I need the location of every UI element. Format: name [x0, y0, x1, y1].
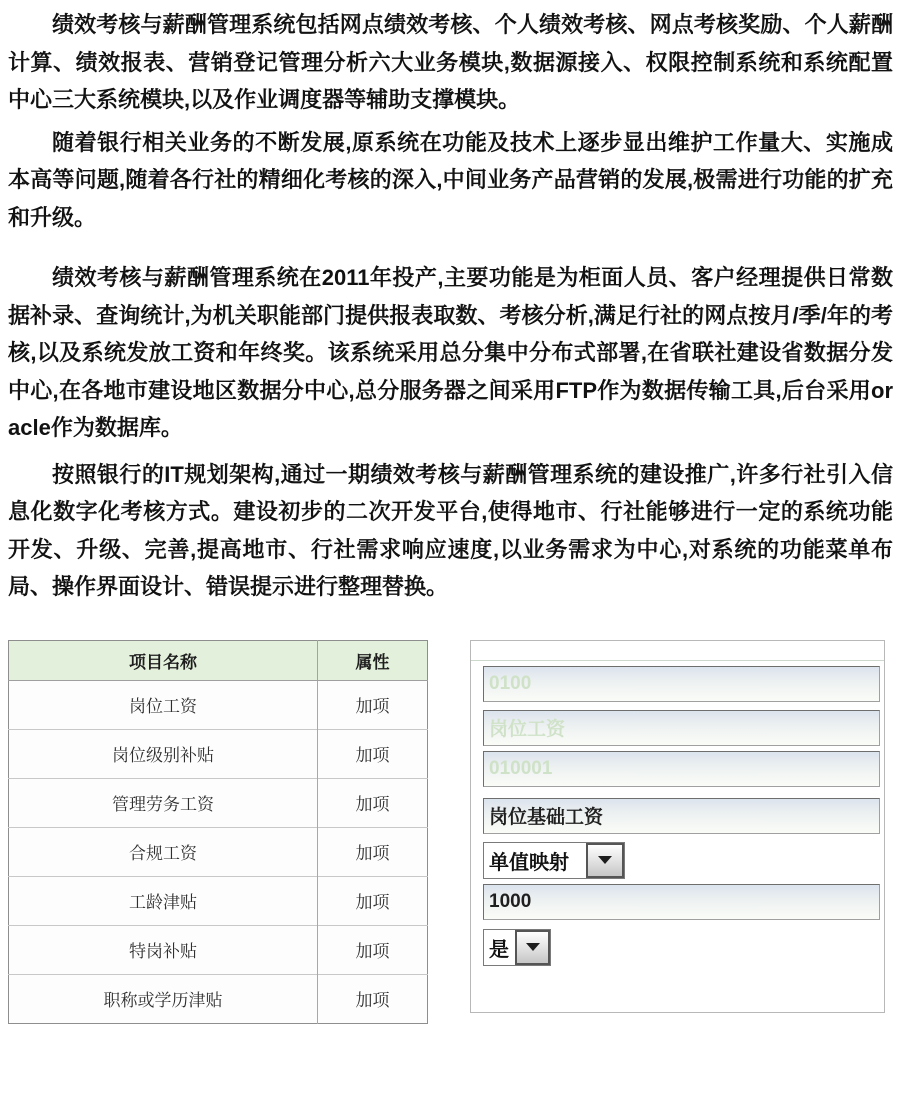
- mapping-type-selected-value: 单值映射: [484, 843, 586, 878]
- panel-form: [471, 661, 884, 966]
- table-row: [9, 974, 428, 1023]
- item-detail-panel: [470, 640, 885, 1013]
- bottom-section: [0, 640, 900, 1024]
- paragraph: 绩效考核与薪酬管理系统包括网点绩效考核、个人绩效考核、网点考核奖励、个人薪酬计算、绩效报表、营销登记管理分析六大业务模块,数据源接入、权限控制系统和系统配置中心三大系统模块,以及作业调度器等辅助支撑模块。: [8, 12, 893, 112]
- flag-selected-value: 是: [484, 930, 515, 965]
- item-attribute-cell: 加项: [318, 680, 428, 729]
- item-name-cell: 岗位级别补贴: [9, 729, 318, 778]
- flag-dropdown[interactable]: [483, 929, 551, 966]
- table-row: [9, 827, 428, 876]
- amount-field[interactable]: [483, 884, 880, 920]
- item-name-cell: 工龄津贴: [9, 876, 318, 925]
- caret-down-icon: [598, 856, 612, 864]
- item-code-field: [483, 666, 880, 702]
- table-row: [9, 925, 428, 974]
- item-name-cell: 管理劳务工资: [9, 778, 318, 827]
- salary-items-table: [8, 640, 428, 1024]
- item-name-cell: 特岗补贴: [9, 925, 318, 974]
- item-name-cell: 合规工资: [9, 827, 318, 876]
- panel-header-strip: [471, 641, 884, 661]
- item-attribute-cell: 加项: [318, 827, 428, 876]
- table-row: [9, 876, 428, 925]
- table-row: [9, 729, 428, 778]
- caret-down-icon: [526, 943, 540, 951]
- item-subcode-field: [483, 751, 880, 787]
- table-header-row: [9, 640, 428, 680]
- item-attribute-cell: 加项: [318, 876, 428, 925]
- item-name-field: [483, 710, 880, 746]
- item-attribute-cell: 加项: [318, 925, 428, 974]
- table-body: [9, 680, 428, 1023]
- dropdown-button[interactable]: [515, 930, 550, 965]
- dropdown-button[interactable]: [586, 843, 624, 878]
- item-attribute-cell: 加项: [318, 974, 428, 1023]
- mapping-type-dropdown[interactable]: [483, 842, 625, 879]
- item-attribute-cell: 加项: [318, 729, 428, 778]
- item-base-name-field[interactable]: [483, 798, 880, 834]
- table-row: [9, 778, 428, 827]
- paragraph: 绩效考核与薪酬管理系统在2011年投产,主要功能是为柜面人员、客户经理提供日常数据补录、查询统计,为机关职能部门提供报表取数、考核分析,满足行社的网点按月/季/年的考核,以及系统发放工资和年终奖。该系统采用总分集中分布式部署,在省联社建设省数据分发中心,在各地市建设地区数据分中心,总分服务器之间采用FTP作为数据传输工具,后台采用oracle作为数据库。: [8, 265, 893, 440]
- paragraph: 按照银行的IT规划架构,通过一期绩效考核与薪酬管理系统的建设推广,许多行社引入信息化数字化考核方式。建设初步的二次开发平台,使得地市、行社能够进行一定的系统功能开发、升级、完善,提高地市、行社需求响应速度,以业务需求为中心,对系统的功能菜单布局、操作界面设计、错误提示进行整理替换。: [8, 461, 893, 599]
- table-row: [9, 680, 428, 729]
- column-header-item-name: 项目名称: [9, 640, 318, 680]
- item-name-cell: 岗位工资: [9, 680, 318, 729]
- column-header-attribute: 属性: [318, 640, 428, 680]
- paragraph: 随着银行相关业务的不断发展,原系统在功能及技术上逐步显出维护工作量大、实施成本高等问题,随着各行社的精细化考核的深入,中间业务产品营销的发展,极需进行功能的扩充和升级。: [8, 129, 893, 230]
- item-name-cell: 职称或学历津贴: [9, 974, 318, 1023]
- item-attribute-cell: 加项: [318, 778, 428, 827]
